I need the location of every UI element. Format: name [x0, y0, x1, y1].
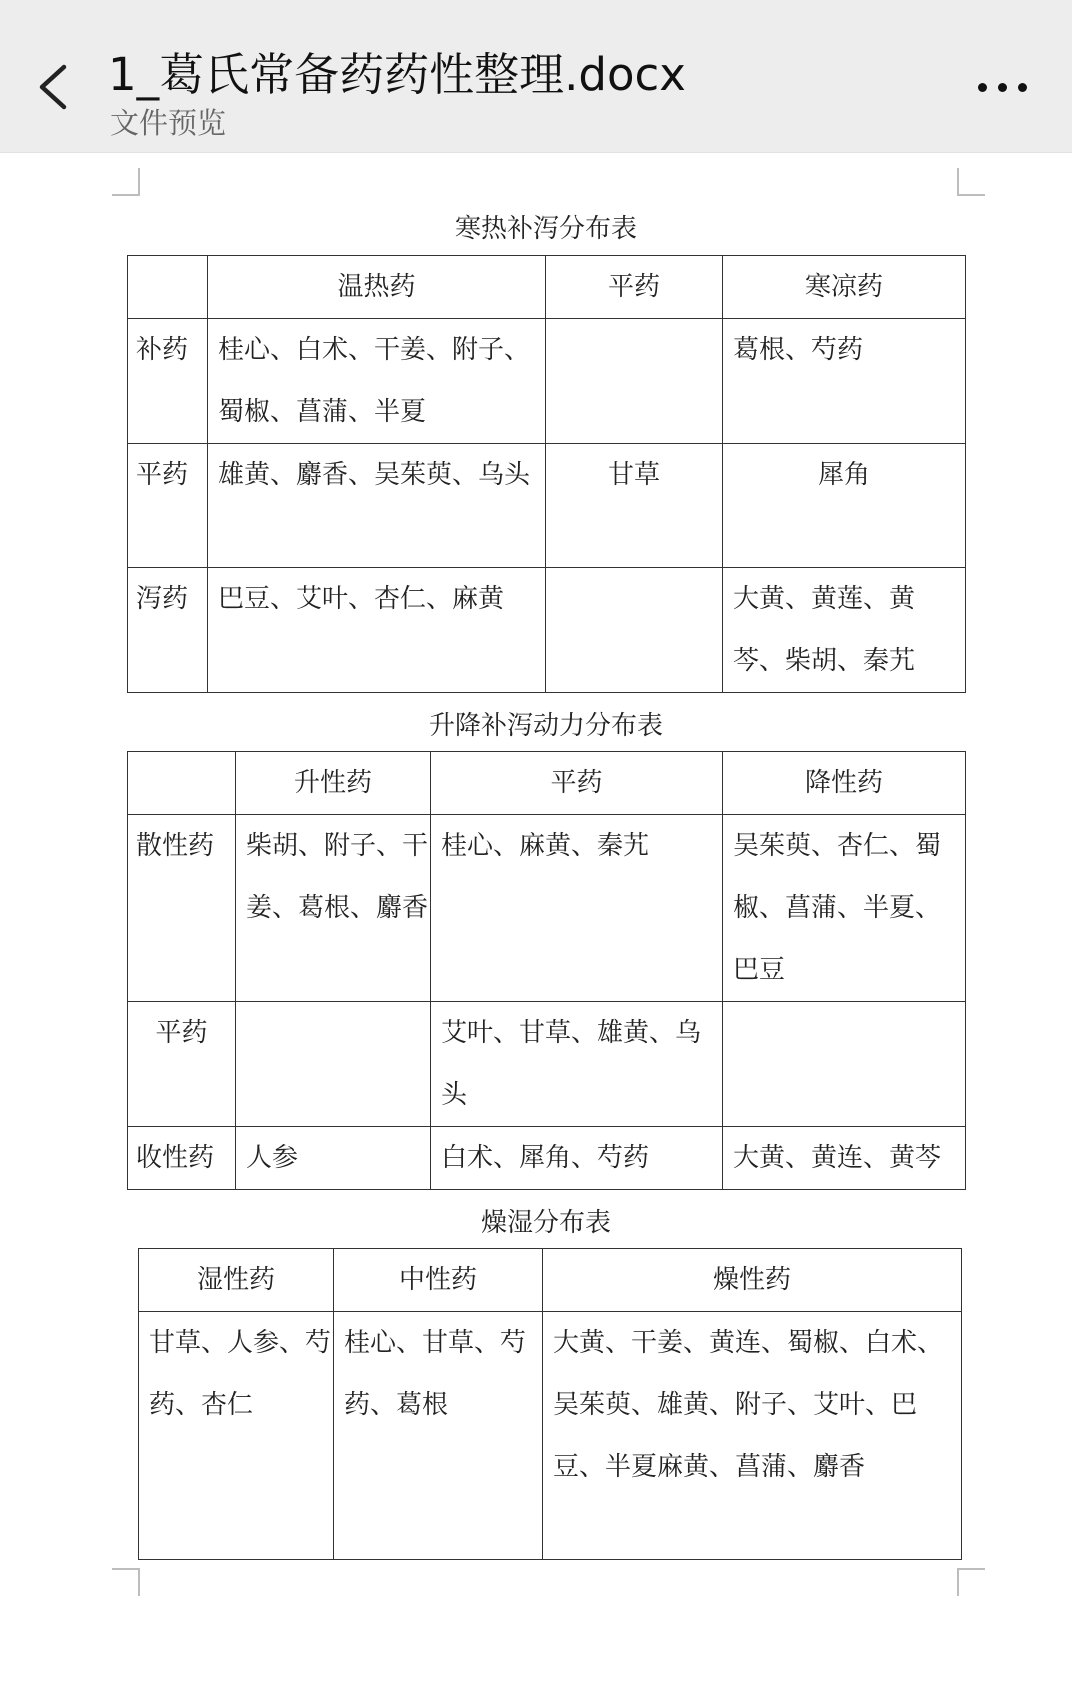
table-cell — [546, 319, 723, 444]
table-row — [139, 1312, 962, 1560]
table-cell — [236, 1002, 431, 1127]
more-dot-icon — [1018, 83, 1027, 92]
row-header: 收性药 — [128, 1127, 236, 1190]
table-row — [128, 815, 966, 1002]
table-cell: 吴茱萸、杏仁、蜀椒、菖蒲、半夏、巴豆 — [723, 815, 966, 1002]
table-cell: 白术、犀角、芍药 — [431, 1127, 723, 1190]
table-cell — [128, 752, 236, 815]
table-row — [128, 256, 966, 319]
column-header: 降性药 — [723, 752, 966, 815]
table-cell: 大黄、干姜、黄连、蜀椒、白术、吴茱萸、雄黄、附子、艾叶、巴豆、半夏麻黄、菖蒲、麝香 — [543, 1312, 962, 1560]
table1 — [127, 255, 966, 693]
table-cell: 大黄、黄莲、黄芩、柴胡、秦艽 — [723, 568, 966, 693]
table-cell: 甘草 — [546, 444, 723, 568]
document-subtitle: 文件预览 — [110, 106, 227, 140]
table-cell: 巴豆、艾叶、杏仁、麻黄 — [208, 568, 546, 693]
page-corner-mark — [957, 168, 985, 196]
table-row — [128, 752, 966, 815]
table-cell — [128, 256, 208, 319]
table-cell: 桂心、甘草、芍药、葛根 — [334, 1312, 543, 1560]
table-row — [128, 1002, 966, 1127]
table-row — [128, 568, 966, 693]
table-cell: 人参 — [236, 1127, 431, 1190]
table-cell: 桂心、麻黄、秦艽 — [431, 815, 723, 1002]
table-cell: 艾叶、甘草、雄黄、乌头 — [431, 1002, 723, 1127]
column-header: 燥性药 — [543, 1249, 962, 1312]
table-cell: 葛根、芍药 — [723, 319, 966, 444]
table2-caption: 升降补泻动力分布表 — [428, 711, 663, 741]
table-cell: 甘草、人参、芍药、杏仁 — [139, 1312, 334, 1560]
table-cell — [723, 1002, 966, 1127]
table-row — [128, 444, 966, 568]
table-row — [139, 1249, 962, 1312]
table3-caption: 燥湿分布表 — [480, 1208, 611, 1238]
page-corner-mark — [957, 1568, 985, 1596]
more-dot-icon — [998, 83, 1007, 92]
table-cell: 犀角 — [723, 444, 966, 568]
column-header: 平药 — [431, 752, 723, 815]
column-header: 寒凉药 — [723, 256, 966, 319]
document-title: 1_葛氏常备药药性整理.docx — [108, 48, 686, 101]
column-header: 中性药 — [334, 1249, 543, 1312]
row-header: 泻药 — [128, 568, 208, 693]
table-cell: 柴胡、附子、干姜、葛根、麝香 — [236, 815, 431, 1002]
back-button[interactable] — [30, 45, 90, 125]
column-header: 湿性药 — [139, 1249, 334, 1312]
column-header: 平药 — [546, 256, 723, 319]
table-cell: 大黄、黄连、黄芩 — [723, 1127, 966, 1190]
chevron-left-icon — [30, 45, 90, 125]
row-header: 平药 — [128, 1002, 236, 1127]
table3 — [138, 1248, 962, 1560]
table-row — [128, 1127, 966, 1190]
table-cell: 桂心、白术、干姜、附子、蜀椒、菖蒲、半夏 — [208, 319, 546, 444]
table2 — [127, 751, 966, 1190]
page-corner-mark — [112, 1568, 140, 1596]
table-row — [128, 319, 966, 444]
table-cell — [546, 568, 723, 693]
table-cell: 雄黄、麝香、吴茱萸、乌头 — [208, 444, 546, 568]
table1-caption: 寒热补泻分布表 — [454, 214, 637, 244]
more-dot-icon — [978, 83, 987, 92]
row-header: 补药 — [128, 319, 208, 444]
more-button[interactable] — [970, 55, 1040, 115]
column-header: 升性药 — [236, 752, 431, 815]
page-corner-mark — [112, 168, 140, 196]
row-header: 散性药 — [128, 815, 236, 1002]
column-header: 温热药 — [208, 256, 546, 319]
top-bar — [0, 0, 1072, 153]
row-header: 平药 — [128, 444, 208, 568]
